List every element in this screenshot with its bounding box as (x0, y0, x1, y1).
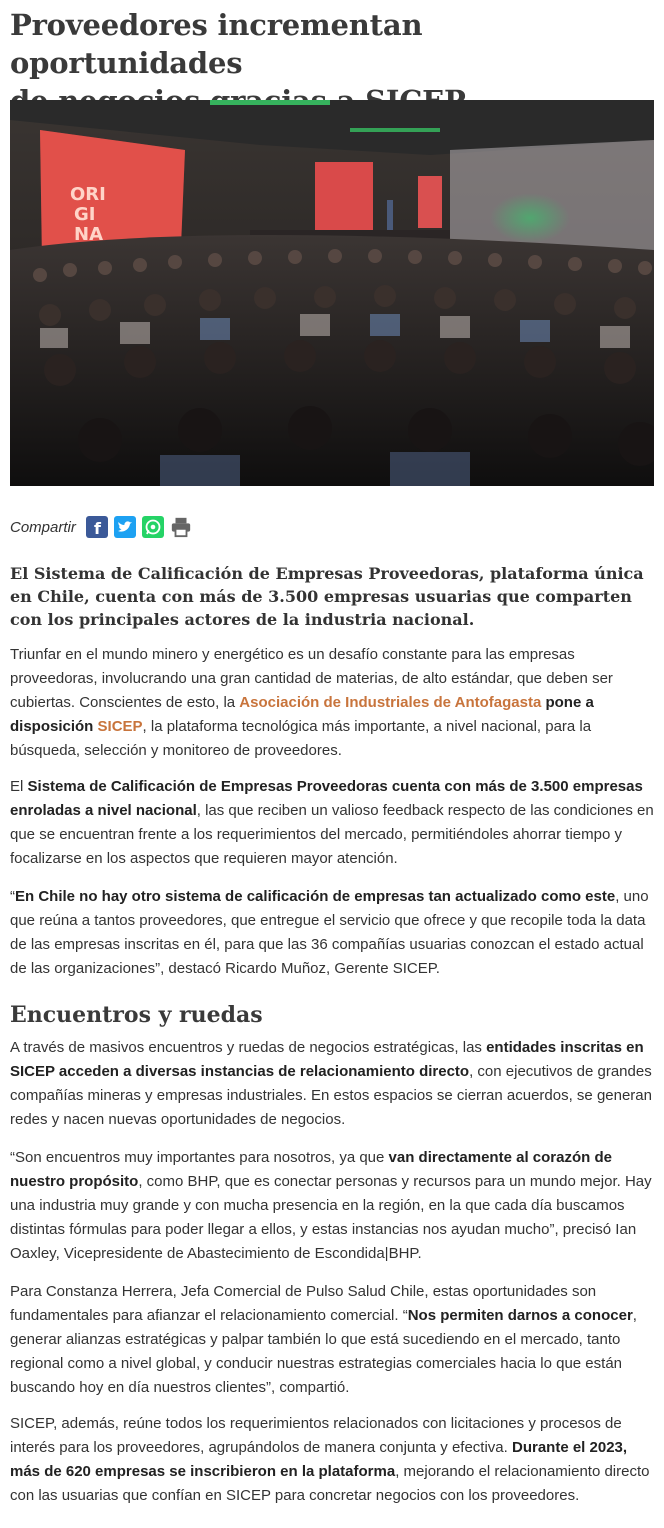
screen-text-1: ORI (70, 184, 106, 205)
print-icon[interactable] (170, 516, 192, 538)
paragraph-5: “Son encuentros muy importantes para nosotros, ya que van directamente al corazón de nuestro propósito, como BHP, que es conectar personas y recursos para un mundo mejor. Hay una industria muy grande y con mucha presencia en la región, en la que cada día buscamos distintas fórmulas para poder llegar a ellos, y estas instancias nos ayudan mucho”, precisó Ian Oaxley, Vicepresidente de Abastecimiento de Escondida|BHP. (10, 1149, 652, 1262)
article (10, 0, 654, 1504)
share-label: Compartir (10, 518, 76, 536)
screen-text-2: GI (74, 204, 96, 225)
article-lead: El Sistema de Calificación de Empresas Proveedoras, plataforma única en Chile, cuenta con más de 3.500 empresas usuarias que comparten con los principales actores de la industria nacional. (10, 564, 644, 629)
link-asociacion[interactable]: Asociación de Industriales de Antofagasta (239, 694, 542, 711)
whatsapp-icon[interactable] (142, 516, 164, 538)
link-sicep[interactable]: SICEP (97, 718, 143, 735)
paragraph-2: El Sistema de Calificación de Empresas Proveedoras cuenta con más de 3.500 empresas enroladas a nivel nacional, las que reciben un valioso feedback respecto de las condiciones en que se encuentran frente a los requerimientos del mercado, permitiéndoles ahorrar tiempo y focalizarse en los aspectos que requieren mayor atención. (10, 778, 654, 867)
facebook-icon[interactable] (86, 516, 108, 538)
svg-text:f: f (93, 519, 101, 538)
paragraph-1: Triunfar en el mundo minero y energético es un desafío constante para las empresas proveedoras, involucrando una gran cantidad de materias, de alto estándar, que deben ser cubiertas. Conscientes de esto, la Asociación de Industriales de Antofagasta pone a disposición SICEP, la plataforma tecnológica más importante, a nivel nacional, para la búsqueda, selección y monitoreo de proveedores. (10, 646, 613, 759)
share-bar (10, 514, 198, 540)
twitter-icon[interactable] (114, 516, 136, 538)
paragraph-4: A través de masivos encuentros y ruedas de negocios estratégicas, las entidades inscritas en SICEP acceden a diversas instancias de relacionamiento directo, con ejecutivos de grandes compañías mineras y empresas industriales. En estos espacios se cierran acuerdos, se generan redes y nacen nuevas oportunidades de negocios. (10, 1039, 652, 1128)
stage-screen-right (418, 176, 442, 228)
paragraph-6: Para Constanza Herrera, Jefa Comercial de Pulso Salud Chile, estas oportunidades son fundamentales para afianzar el relacionamiento comercial. “Nos permiten darnos a conocer, generar alianzas estratégicas y palpar también lo que está sucediendo en el mercado, tanto regional como a nivel global, y conducir nuestras estrategias comerciales hacia lo que están buscando hoy en día nuestros clientes”, compartió. (10, 1283, 637, 1396)
paragraph-3: “En Chile no hay otro sistema de calificación de empresas tan actualizado como este, uno que reúna a tantos proveedores, que entregue el servicio que ofrece y que recopile toda la data de las empresas inscritas en él, para que las 36 compañías usuarias conozcan el estado actual de las organizaciones”, destacó Ricardo Muñoz, Gerente SICEP. (10, 888, 649, 977)
event-photo-scene (10, 100, 654, 486)
section-heading: Encuentros y ruedas (10, 1002, 263, 1028)
screen-text-3: NA (74, 224, 103, 245)
article-title-line1: Proveedores incrementan oportunidades (10, 8, 423, 80)
stage-screen-center (315, 162, 373, 240)
paragraph-7: SICEP, además, reúne todos los requerimientos relacionados con licitaciones y procesos de interés para los proveedores, agrupándolos de manera conjunta y efectiva. Durante el 2023, más de 620 empresas se inscribieron en la plataforma, mejorando el relacionamiento directo con las usuarias que confían en SICEP para concretar negocios con los proveedores. (10, 1415, 650, 1504)
event-photo (10, 100, 654, 486)
